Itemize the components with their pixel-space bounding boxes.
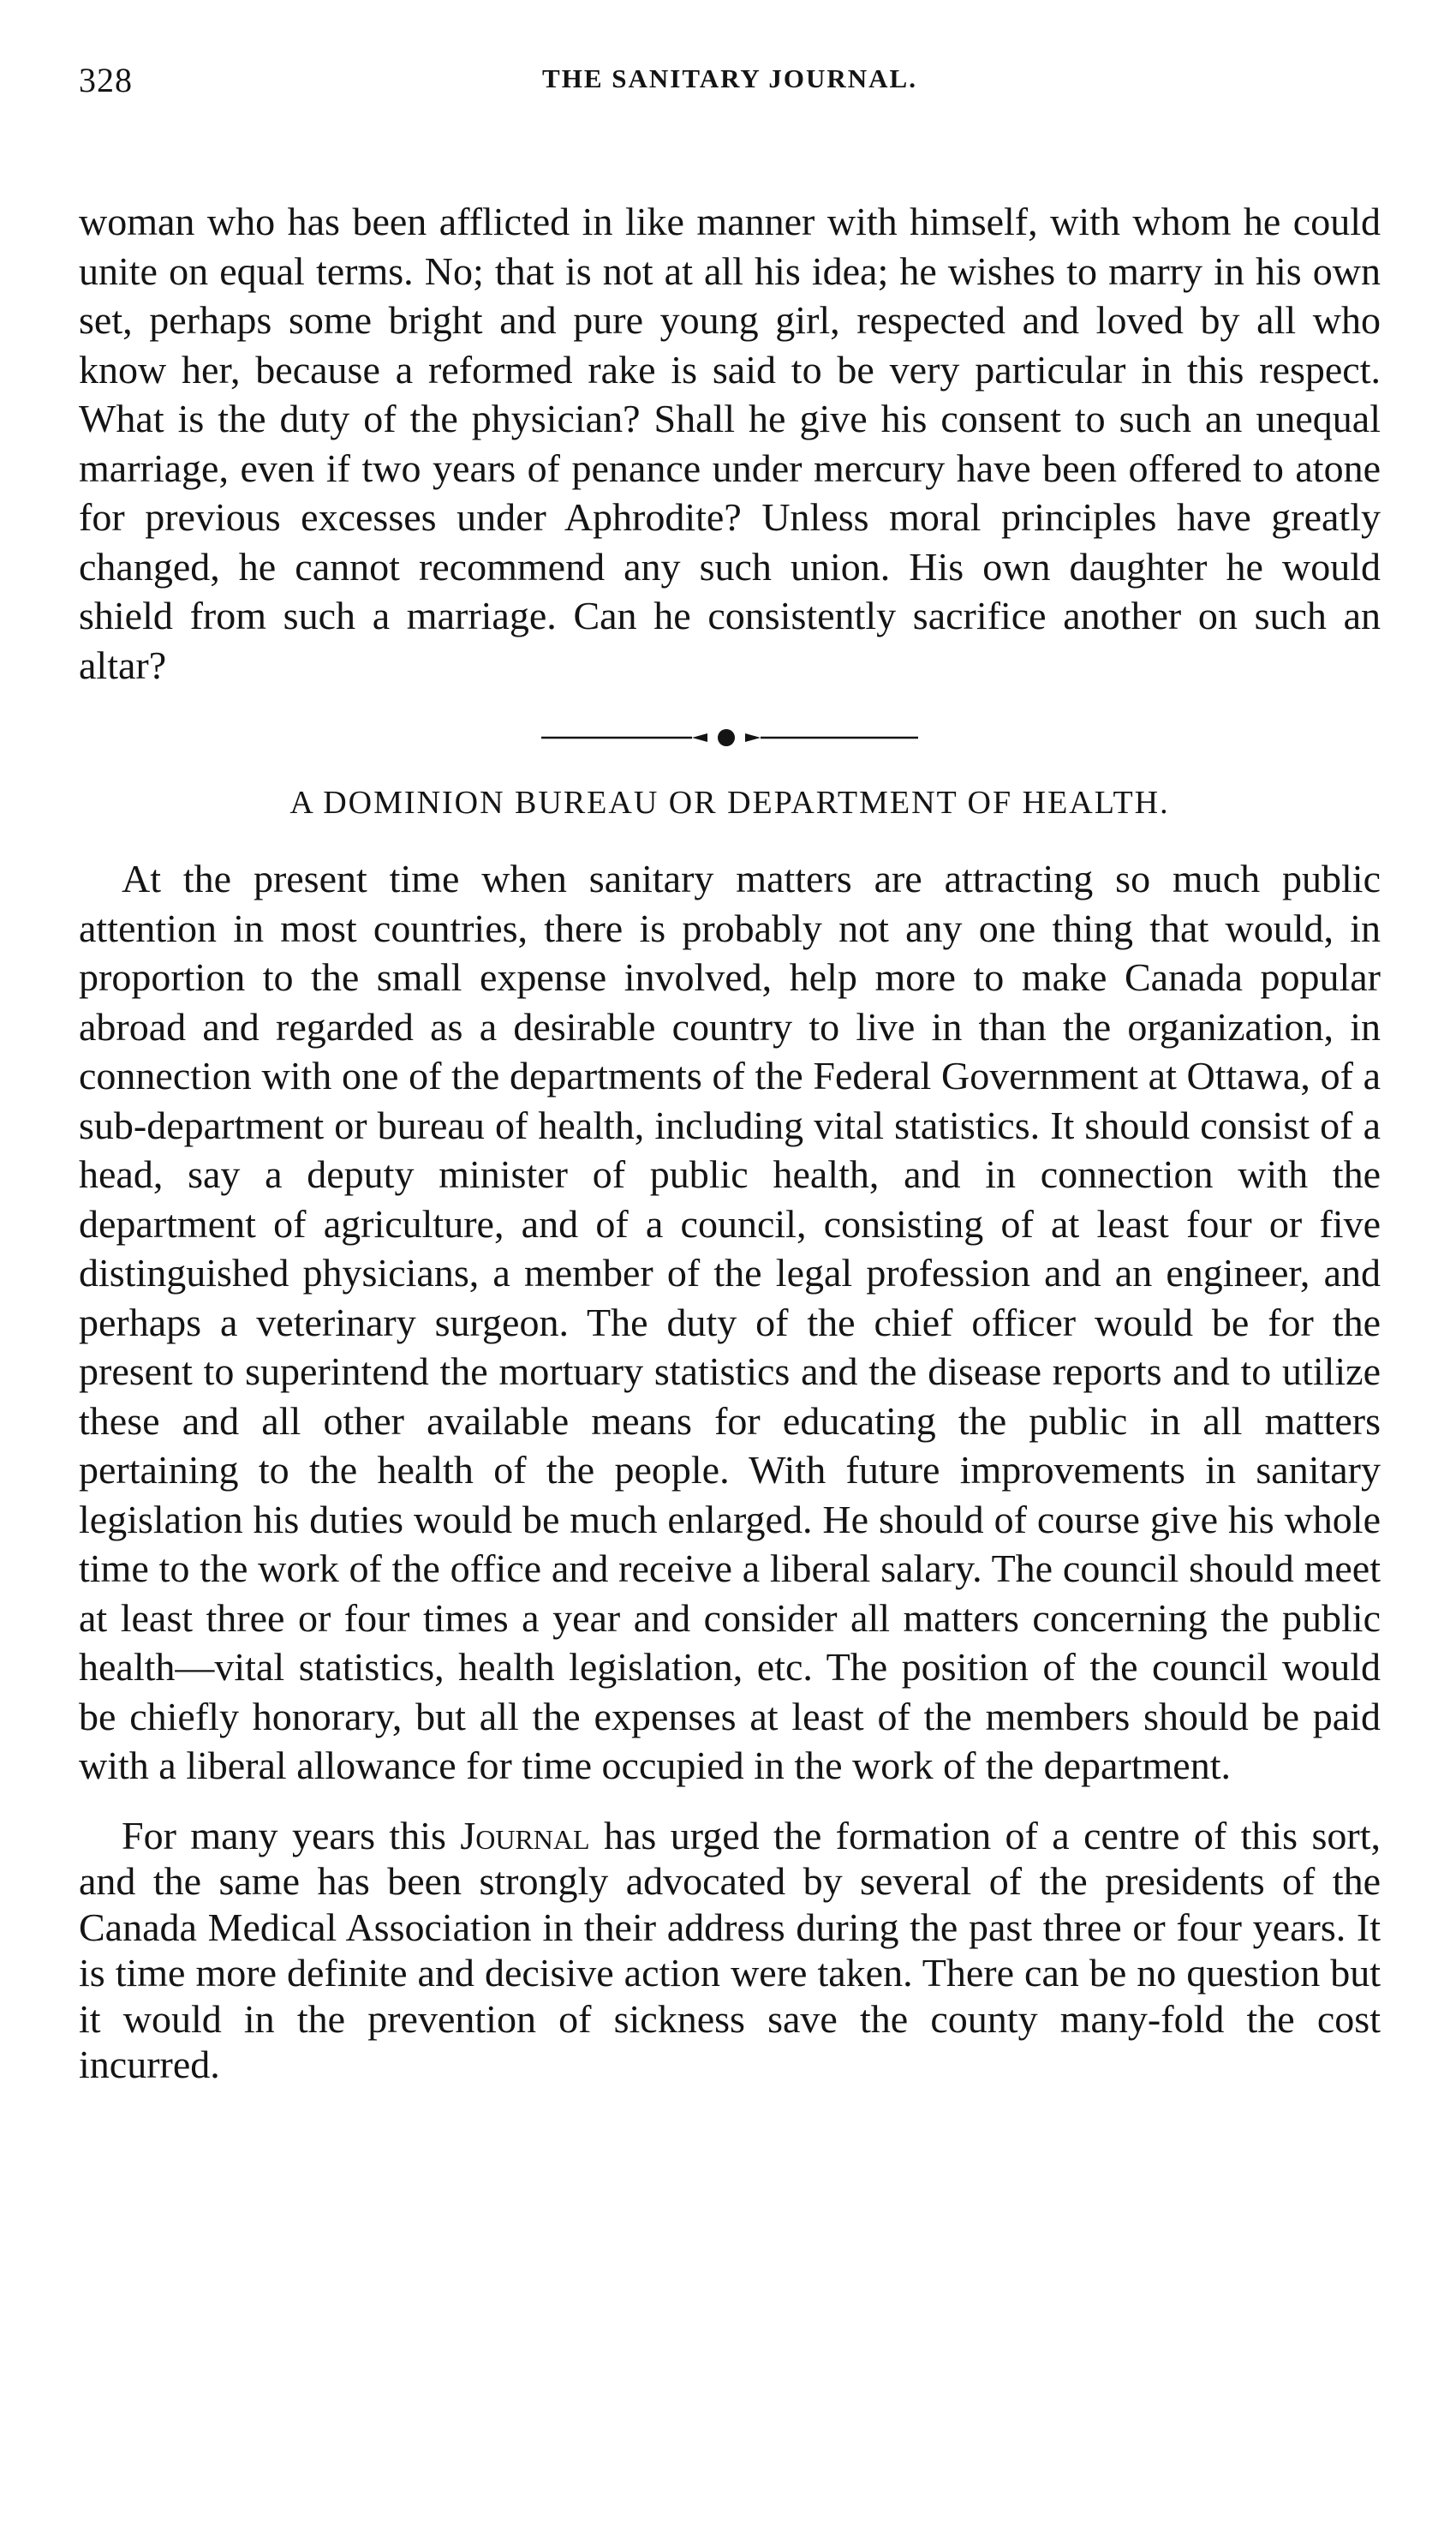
article-paragraph-1: At the present time when sanitary matters are attracting so much public attention in most countries, there is probably not any one thing that would, in proportion to the small expense involved, help more to make Canada popular abroad and regarded as a desirable country to live in than the organization, in connection with one of the departments of the Federal Government at Ottawa, of a sub-department or bureau of health, including vital statistics. It should consist of a head, say a deputy minister of public health, and in connection with the department of agriculture, and of a council, consisting of at least four or five distinguished physicians, a member of the legal profession and an engineer, and perhaps a veterinary surgeon. The duty of the chief officer would be for the present to superintend the mortuary statistics and the disease reports and to utilize these and all other available means for educating the public in all matters pertaining to the health of the people. With future improvements in sanitary legislation his duties would be much enlarged. He should of course give his whole time to the work of the office and receive a liberal salary. The council should meet at least three or four times a year and consider all matters concerning the public health—vital statistics, health legislation, etc. The position of the council would be chiefly honorary, but all the expenses at least of the members should be paid with a liberal allowance for time occupied in the work of the department. xyxy=(79,857,1381,1787)
continued-paragraph: woman who has been afflicted in like manner with himself, with whom he could unite on equal terms. No; that is not at all his idea; he wishes to marry in his own set, perhaps some bright and pure young girl, respected and loved by all who know her, because a reformed rake is said to be very particular in this respect. What is the duty of the physician? Shall he give his consent to such an unequal marriage, even if two years of penance under mercury have been offered to atone for previous excesses under Aphrodite? Unless moral principles have greatly changed, he cannot recommend any such union. His own daughter he would shield from such a marriage. Can he consistently sacrifice another on such an altar? xyxy=(79,200,1381,687)
document-page xyxy=(79,60,1381,2088)
journal-reference: Journal xyxy=(460,1813,590,1857)
journal-title: THE SANITARY JOURNAL. xyxy=(542,63,917,93)
running-head xyxy=(79,60,1381,103)
page-number: 328 xyxy=(79,61,133,99)
paragraph-2-text-end: has urged the formation of a centre of this sort, and the same has been strongly advocated by several of the presidents of the Canada Medical Association in their address during the past three or four years. It is time more definite and decisive action were taken. There can be no question but it would in the prevention of sickness save the county many-fold the cost incurred. xyxy=(79,1813,1381,2086)
paragraph-2-text-start: For many years this xyxy=(122,1813,461,1857)
article-heading: A DOMINION BUREAU OR DEPARTMENT OF HEALTH. xyxy=(289,785,1170,821)
section-divider-ornament xyxy=(541,727,918,748)
article-paragraph-2 xyxy=(79,1813,1381,2088)
